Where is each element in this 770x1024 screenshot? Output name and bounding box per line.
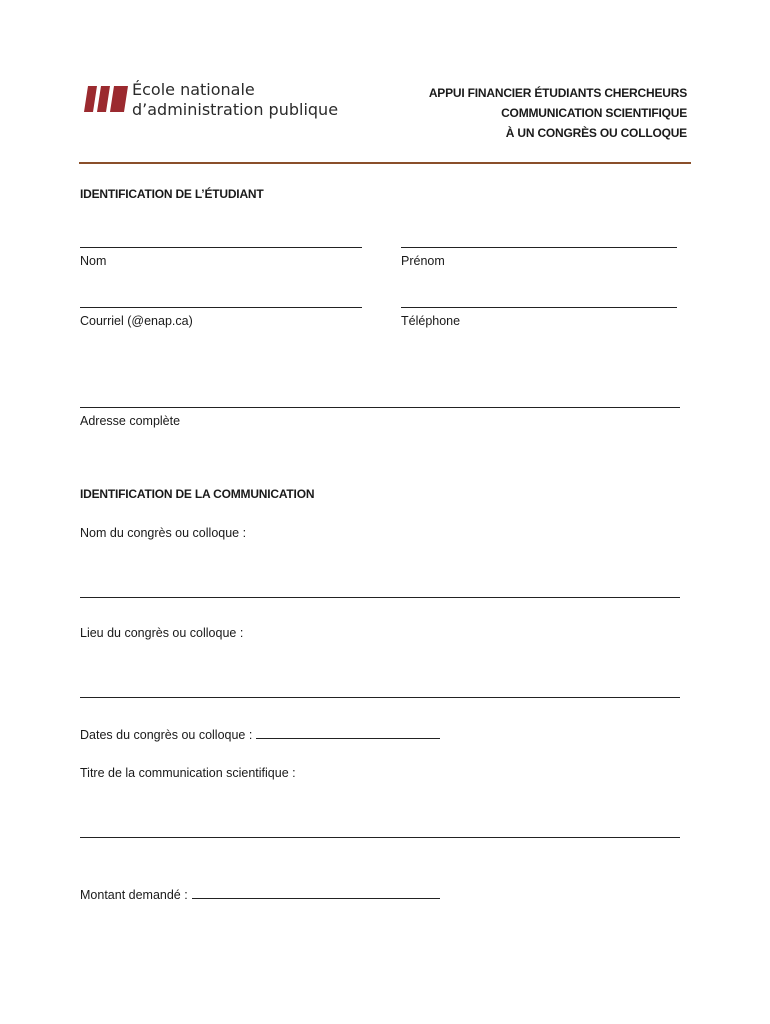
title-line-2: COMMUNICATION SCIENTIFIQUE (501, 106, 687, 120)
telephone-label: Téléphone (401, 314, 461, 328)
title-line-1: APPUI FINANCIER ÉTUDIANTS CHERCHEURS (428, 86, 687, 100)
adresse-field[interactable] (80, 407, 680, 428)
montant-input-line[interactable] (192, 886, 440, 899)
prenom-input-line[interactable] (401, 247, 677, 248)
telephone-field[interactable] (401, 307, 677, 328)
dates-label: Dates du congrès ou colloque : (80, 728, 253, 742)
lieu-label: Lieu du congrès ou colloque : (80, 626, 244, 640)
title-line-3: À UN CONGRÈS OU COLLOQUE (505, 126, 687, 140)
lieu-input-line[interactable] (80, 697, 680, 698)
nom-input-line[interactable] (80, 247, 362, 248)
document-title (429, 83, 687, 143)
adresse-input-line[interactable] (80, 407, 680, 408)
titre-label: Titre de la communication scientifique : (80, 766, 296, 780)
student-section-heading: IDENTIFICATION DE L’ÉTUDIANT (80, 187, 264, 201)
dates-input-line[interactable] (256, 726, 440, 739)
prenom-field[interactable] (401, 247, 677, 268)
logo-line-2: d’administration publique (132, 100, 339, 119)
communication-section-heading: IDENTIFICATION DE LA COMMUNICATION (80, 487, 315, 501)
nom-field[interactable] (80, 247, 362, 268)
nom-congres-input-line[interactable] (80, 597, 680, 598)
telephone-input-line[interactable] (401, 307, 677, 308)
enap-logo-mark-icon (84, 86, 128, 112)
dates-field[interactable] (80, 726, 440, 742)
nom-label: Nom (80, 254, 107, 268)
logo-wordmark (132, 80, 338, 120)
courriel-field[interactable] (80, 307, 362, 328)
titre-input-line[interactable] (80, 837, 680, 838)
nom-congres-label: Nom du congrès ou colloque : (80, 526, 247, 540)
montant-field[interactable] (80, 886, 440, 902)
logo-line-1: École nationale (132, 80, 255, 99)
courriel-input-line[interactable] (80, 307, 362, 308)
enap-logo (84, 80, 339, 124)
adresse-label: Adresse complète (80, 414, 181, 428)
courriel-label: Courriel (@enap.ca) (80, 314, 193, 328)
montant-label: Montant demandé : (80, 888, 188, 902)
header-divider (79, 162, 691, 164)
prenom-label: Prénom (401, 254, 445, 268)
